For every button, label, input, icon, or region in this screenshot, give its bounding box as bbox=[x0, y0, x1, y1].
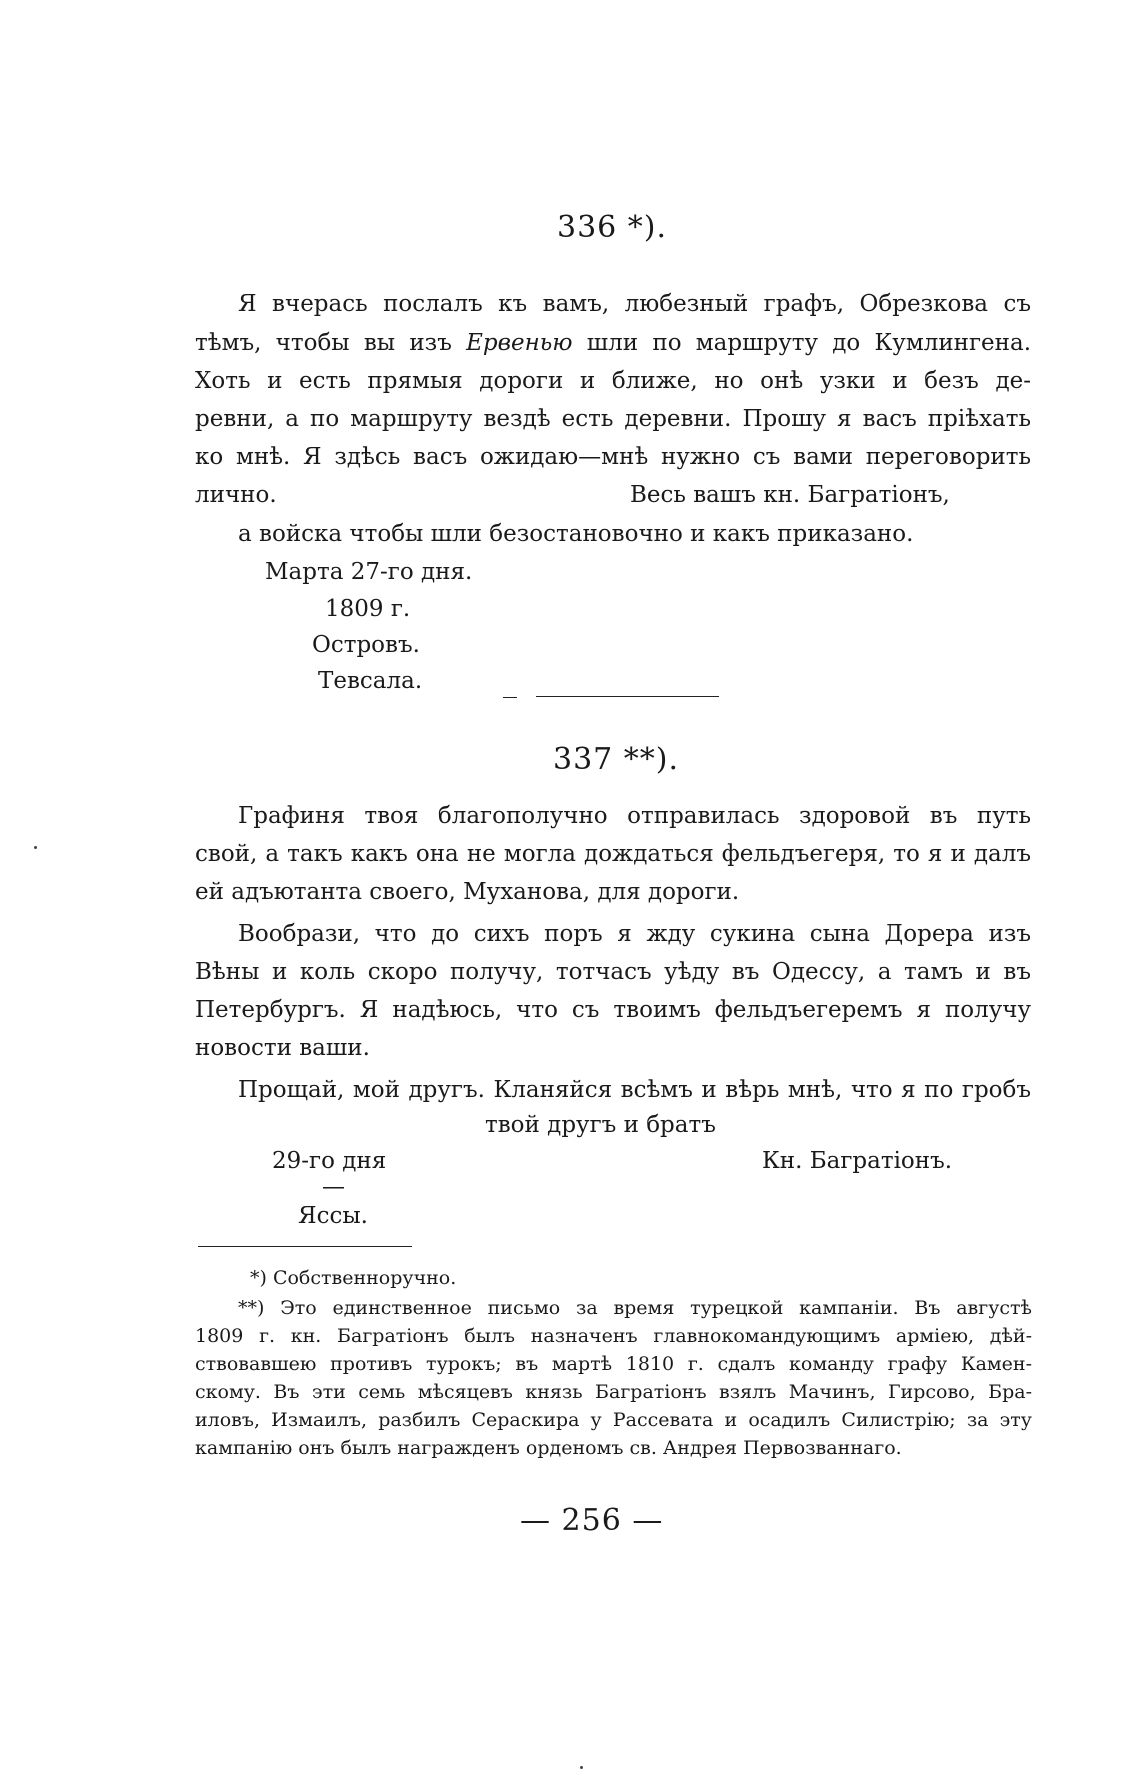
letter-337-closing: твой другъ и братъ bbox=[485, 1112, 716, 1138]
letter-336-line-2-b: шли по маршруту до Кумлингена. bbox=[586, 330, 1032, 356]
scan-speck bbox=[34, 846, 37, 849]
letter-336-number: 336 *). bbox=[557, 210, 668, 245]
letter-336-line-4: ревни, а по маршруту вездѣ есть деревни. Прошу я васъ пріѣхать bbox=[195, 406, 1031, 432]
letter-336-year: 1809 г. bbox=[325, 596, 411, 622]
footnote-2-line-2: 1809 г. кн. Багратіонъ былъ назначенъ главнокомандующимъ арміею, дѣй- bbox=[195, 1325, 1032, 1347]
letter-336-line-2 bbox=[195, 326, 1031, 360]
letter-336-line-5: ко мнѣ. Я здѣсь васъ ожидаю—мнѣ нужно съ вами переговорить bbox=[195, 444, 1031, 470]
footnote-2-line-5: иловъ, Измаилъ, разбилъ Сераскира у Рассевата и осадилъ Силистрію; за эту bbox=[195, 1409, 1032, 1431]
letter-337-p2-line-2: Вѣны и коль скоро получу, тотчасъ уѣду въ Одессу, а тамъ и въ bbox=[195, 959, 1031, 985]
letter-337-p2-line-1: Вообрази, что до сихъ поръ я жду сукина сына Дорера изъ bbox=[238, 921, 1031, 947]
scan-speck bbox=[580, 1766, 583, 1769]
letter-337-p2-line-3: Петербургъ. Я надѣюсь, что съ твоимъ фельдъегеремъ я получу bbox=[195, 997, 1031, 1023]
letter-337-date-dash: — bbox=[322, 1174, 345, 1200]
section-divider bbox=[536, 696, 719, 697]
letter-336-postscript: а войска чтобы шли безостановочно и какъ приказано. bbox=[238, 521, 914, 547]
letter-336-line-6: лично. bbox=[195, 482, 277, 508]
letter-337-p1-line-1: Графиня твоя благополучно отправилась здоровой въ путь bbox=[238, 803, 1031, 829]
footnote-1: *) Собственноручно. bbox=[250, 1267, 457, 1289]
letter-336-line-1: Я вчерась послалъ къ вамъ, любезный графъ, Обрезкова съ bbox=[238, 291, 1031, 317]
section-divider-dash bbox=[503, 697, 517, 698]
letter-337-p3: Прощай, мой другъ. Кланяйся всѣмъ и вѣрь мнѣ, что я по гробъ bbox=[238, 1077, 1031, 1103]
letter-337-signature: Кн. Багратіонъ. bbox=[762, 1148, 953, 1174]
footnote-2-line-4: скому. Въ эти семь мѣсяцевъ князь Багратіонъ взялъ Мачинъ, Гирсово, Бра- bbox=[195, 1381, 1032, 1403]
letter-337-p2-line-4: новости ваши. bbox=[195, 1035, 370, 1061]
letter-337-p1-line-2: свой, а такъ какъ она не могла дождаться фельдъегеря, то я и далъ bbox=[195, 841, 1031, 867]
letter-336-signature: Весь вашъ кн. Багратіонъ, bbox=[630, 482, 950, 508]
letter-337-p1-line-3: ей адъютанта своего, Муханова, для дороги. bbox=[195, 879, 740, 905]
letter-336-date: Марта 27-го дня. bbox=[265, 559, 473, 585]
footnote-rule bbox=[198, 1246, 412, 1247]
footnote-2-line-3: ствовавшею противъ турокъ; въ мартѣ 1810 г. сдалъ команду графу Камен- bbox=[195, 1353, 1032, 1375]
letter-336-place-2: Тевсала. bbox=[318, 668, 423, 694]
letter-337-place: Яссы. bbox=[298, 1203, 368, 1229]
letter-337-number: 337 **). bbox=[553, 742, 680, 777]
letter-336-place: Островъ. bbox=[312, 632, 420, 658]
footnote-2-line-1: **) Это единственное письмо за время турецкой кампаніи. Въ августѣ bbox=[238, 1297, 1032, 1319]
footnote-2-line-6: кампанію онъ былъ награжденъ орденомъ св. Андрея Первозваннаго. bbox=[195, 1437, 902, 1459]
letter-336-line-3: Хоть и есть прямыя дороги и ближе, но онѣ узки и безъ де- bbox=[195, 368, 1031, 394]
place-name-ervenyu: Ервенью bbox=[466, 330, 573, 356]
letter-336-line-2-a: тѣмъ, чтобы вы изъ bbox=[195, 330, 452, 356]
page-number: — 256 — bbox=[520, 1503, 664, 1538]
letter-337-date: 29-го дня bbox=[272, 1148, 387, 1174]
